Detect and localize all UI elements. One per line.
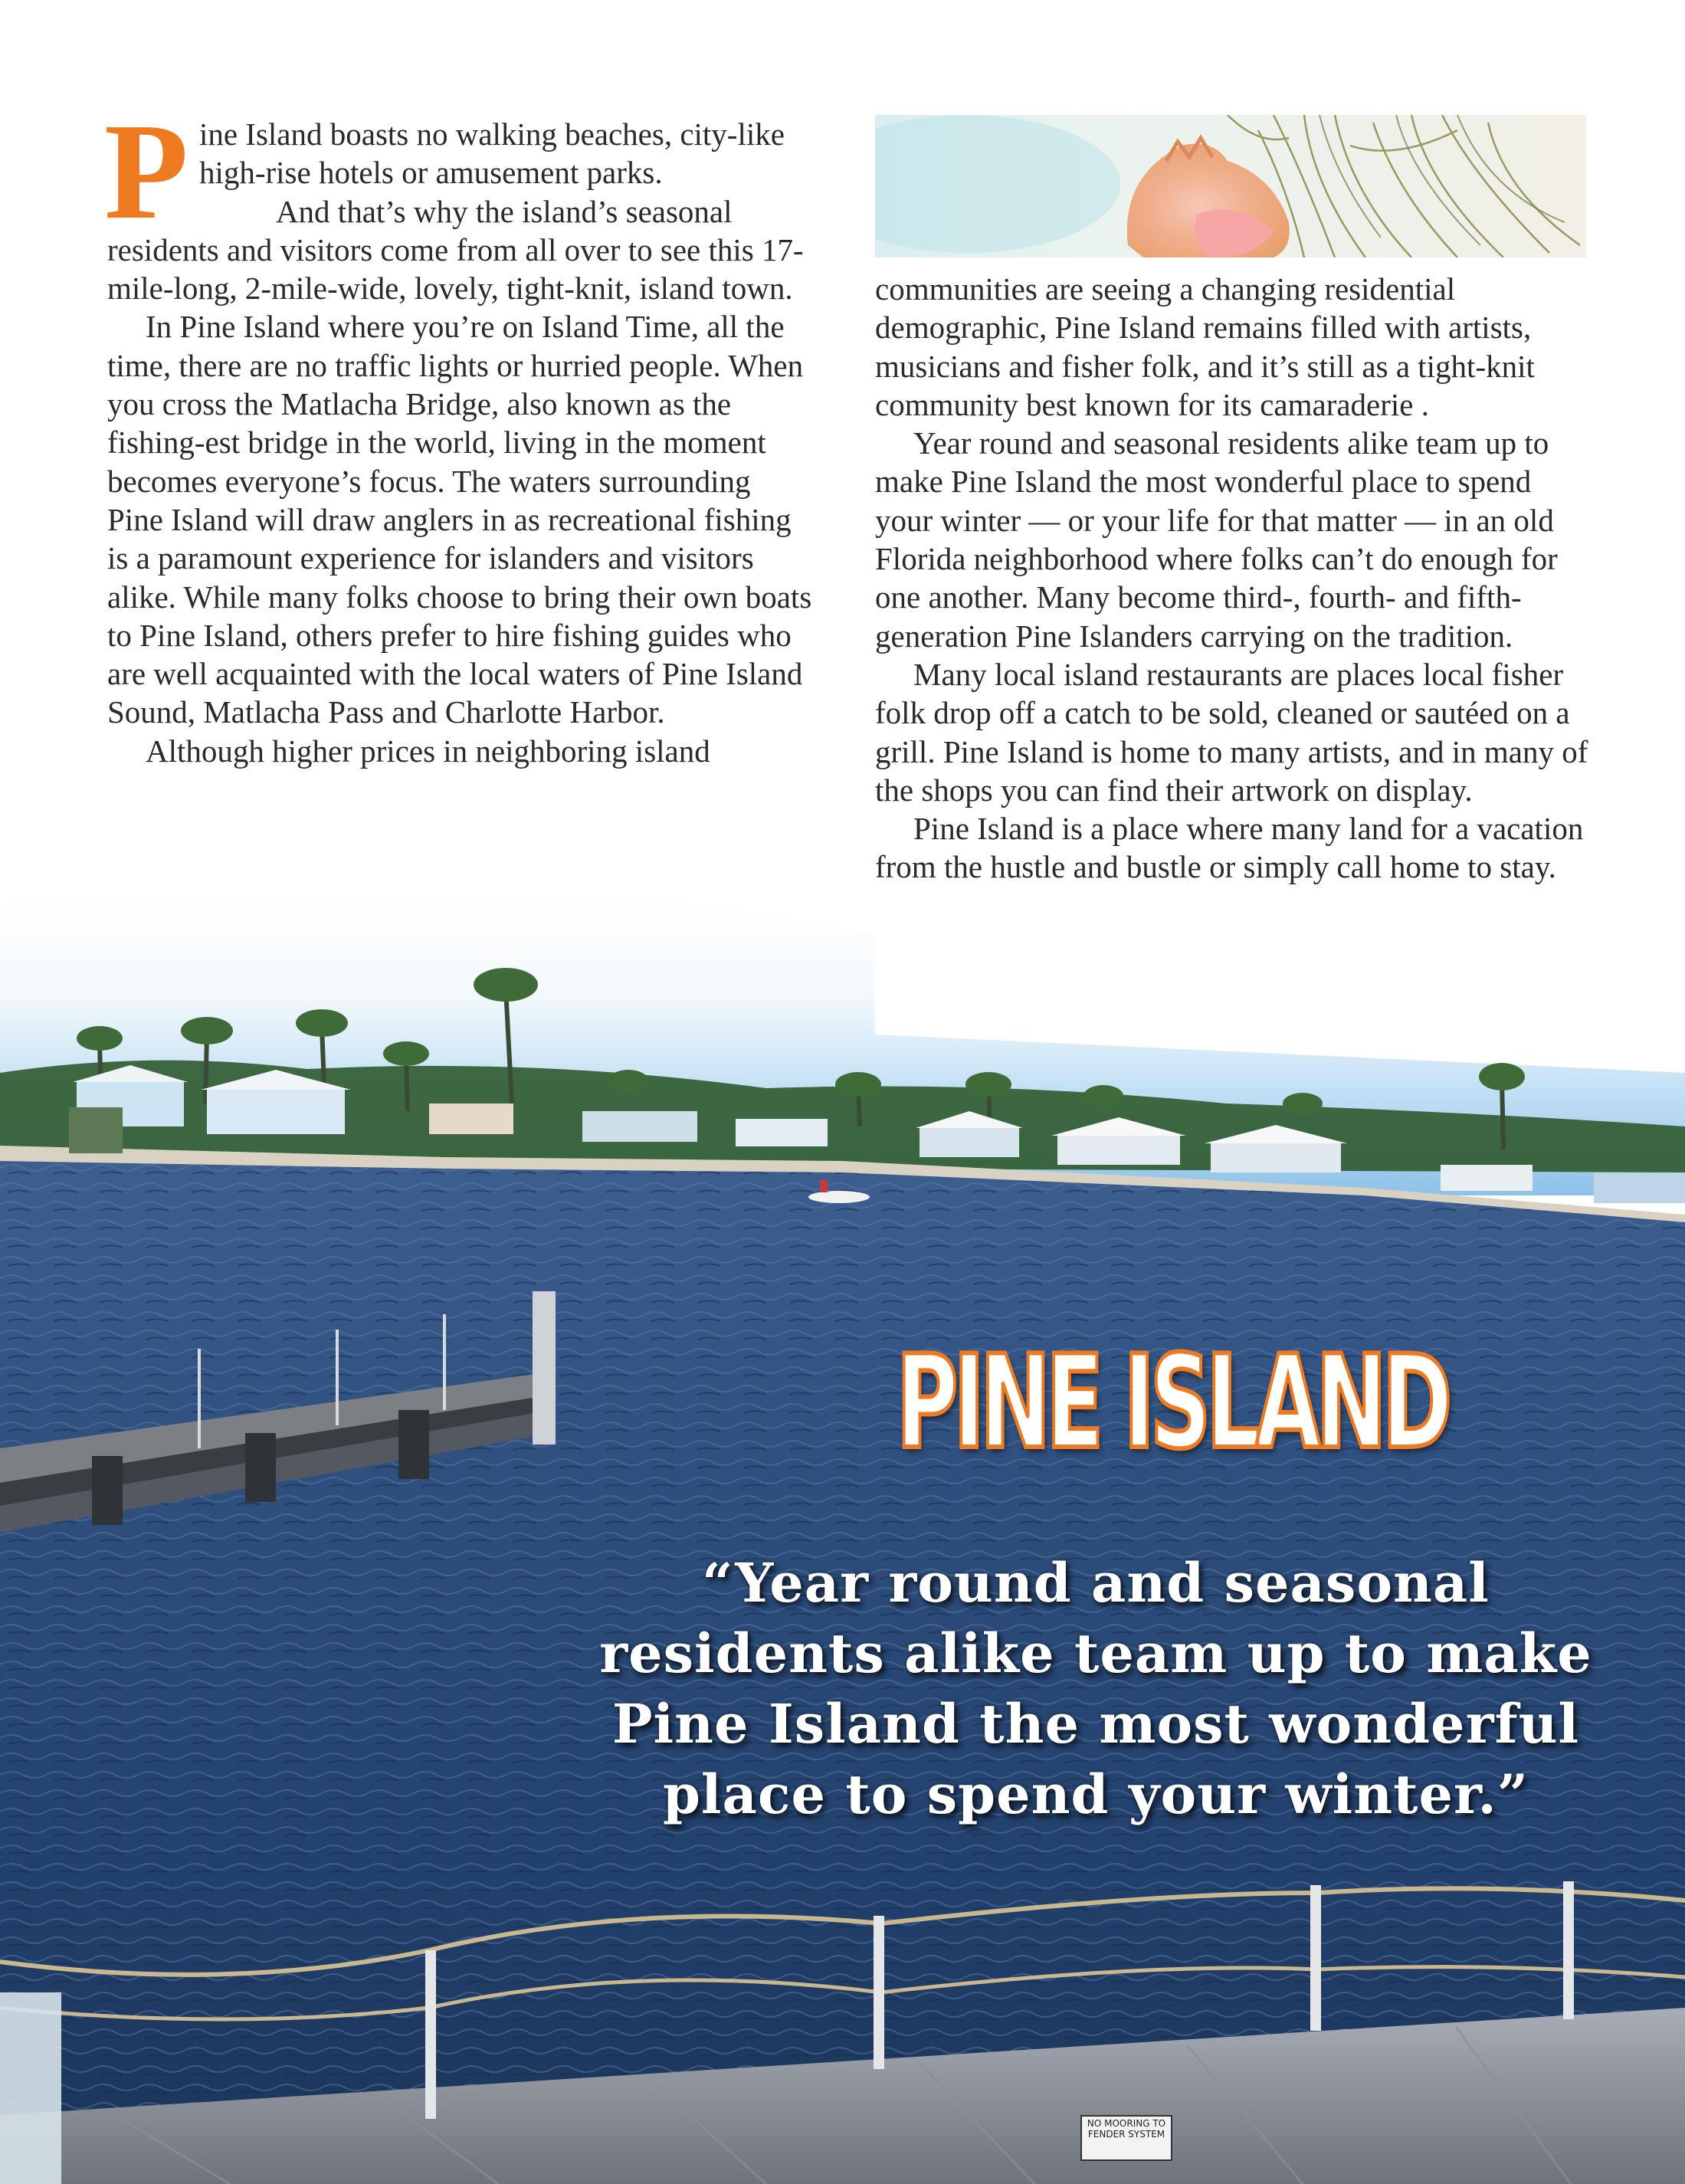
no-mooring-sign — [1080, 2115, 1172, 2161]
paragraph-3: In Pine Island where you’re on Island Time, all the time, there are no traffic lights or hurried people. When you cross the Matlacha Bridge, also known as the fishing-est bridge in the world, living in the moment becomes everyone’s focus. The waters surrounding Pine Island will draw anglers in as recreational fishing is a paramount experience for islanders and visitors alike. While many folks choose to bring their own boats to Pine Island, others prefer to hire fishing guides who are well acquainted with the local waters of Pine Island Sound, Matlacha Pass and Charlotte Harbor. — [107, 309, 812, 730]
paragraph-5: communities are seeing a changing residential demographic, Pine Island remains filled with artists, musicians and fisher folk, and it’s still as a tight-knit community best known for its camaraderie . — [875, 271, 1535, 422]
article-left-column — [104, 95, 812, 770]
paragraph-7: Many local island restaurants are places local fisher folk drop off a catch to be sold, cleaned or sautéed on a grill. Pine Island is home to many artists, and in many of the shops you can find their artwork on display. — [875, 656, 1588, 808]
paragraph-8: Pine Island is a place where many land for a vacation from the hustle and bustle or simply call home to stay. — [875, 811, 1584, 885]
article-right-column — [875, 270, 1595, 887]
paragraph-6: Year round and seasonal residents alike team up to make Pine Island the most wonderful place to spend your winter — or your life for that matter — in an old Florida neighborhood where folks can’t do enough for one another. Many become third-, fourth- and fifth-generation Pine Islanders carrying on the tradition. — [875, 425, 1558, 654]
shell-photo — [875, 115, 1586, 257]
paragraph-1-text: ine Island boasts no walking beaches, city-like high-rise hotels or amusement parks. — [198, 116, 785, 191]
paragraph-4: Although higher prices in neighboring island — [146, 733, 710, 769]
paragraph-2: And that’s why the island’s seasonal residents and visitors come from all over to see this 17-mile-long, 2-mile-wide, lovely, tight-knit, island town. — [107, 193, 804, 307]
sign-text: NO MOORING TO FENDER SYSTEM — [1087, 2118, 1166, 2140]
drop-cap: P — [104, 95, 188, 248]
paragraph-1 — [104, 95, 812, 248]
page-title: PINE ISLAND — [896, 1327, 1447, 1477]
pull-quote: “Year round and seasonal residents alike team up to make Pine Island the most wonderful place to spend your winter.” — [599, 1551, 1592, 1826]
